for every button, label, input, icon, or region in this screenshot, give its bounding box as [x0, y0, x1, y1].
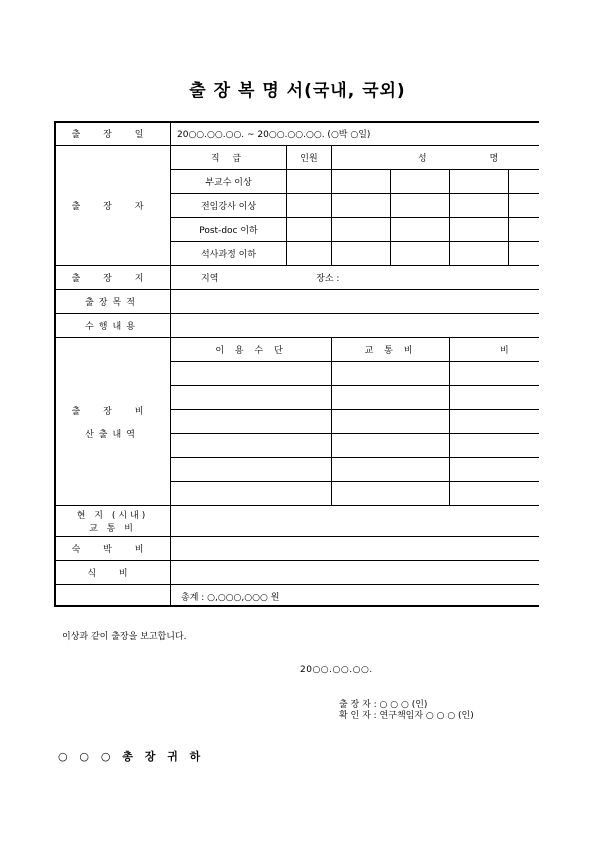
name-column-header: 성 명: [332, 146, 540, 170]
trip-date-label: 출 장 일: [55, 122, 171, 146]
traveler-label: 출 장 자: [55, 146, 171, 266]
rank-column-header: 직 급: [171, 146, 287, 170]
cost-cell[interactable]: [450, 410, 540, 434]
document-title: 출 장 복 명 서(국내, 국외): [189, 81, 406, 101]
count-cell[interactable]: [287, 242, 332, 266]
name-cell[interactable]: [450, 170, 509, 194]
cost-cell[interactable]: [450, 458, 540, 482]
name-cell[interactable]: [391, 218, 450, 242]
name-cell[interactable]: [450, 242, 509, 266]
name-cell[interactable]: [391, 194, 450, 218]
transport-cell[interactable]: [332, 434, 450, 458]
task-row: [55, 314, 540, 338]
meals-label: 식 비: [55, 561, 171, 585]
lodging-label: 숙 박 비: [55, 537, 171, 561]
total-row: [55, 585, 540, 606]
transport-cell[interactable]: [332, 458, 450, 482]
name-cell[interactable]: [391, 170, 450, 194]
location-row: [55, 266, 540, 290]
transport-cell[interactable]: [332, 482, 450, 506]
purpose-value[interactable]: [171, 290, 540, 314]
expense-label-line1: 출 장 비: [71, 406, 154, 417]
transport-cell[interactable]: [332, 362, 450, 386]
rank-cell: 부교수 이상: [171, 170, 287, 194]
cost-cell[interactable]: [450, 434, 540, 458]
cost-cell[interactable]: [450, 482, 540, 506]
name-cell[interactable]: [332, 242, 391, 266]
name-cell[interactable]: [332, 218, 391, 242]
means-cell[interactable]: [171, 362, 332, 386]
traveler-header-row: [55, 146, 540, 170]
count-cell[interactable]: [287, 170, 332, 194]
approver-signature: 확 인 자 : 연구책임자 ○ ○ ○ (인): [339, 711, 474, 721]
rank-cell: 석사과정 이하: [171, 242, 287, 266]
means-cell[interactable]: [171, 434, 332, 458]
local-transport-label: [55, 506, 171, 537]
transport-cell[interactable]: [332, 410, 450, 434]
name-cell[interactable]: [509, 242, 540, 266]
count-column-header: 인원: [287, 146, 332, 170]
count-cell[interactable]: [287, 218, 332, 242]
means-column-header: 이 용 수 단: [171, 338, 332, 362]
cost-column-header: 비: [450, 338, 540, 362]
expense-label: [55, 338, 171, 506]
purpose-row: [55, 290, 540, 314]
transport-column-header: 교 통 비: [332, 338, 450, 362]
expense-label-line2: 산출내역: [85, 429, 140, 440]
report-statement: 이상과 같이 출장을 보고합니다.: [62, 632, 187, 642]
name-cell[interactable]: [450, 218, 509, 242]
report-date: 20○○.○○.○○.: [300, 665, 373, 675]
addressee: ○ ○ ○ 총 장 귀 하: [58, 750, 205, 763]
name-cell[interactable]: [450, 194, 509, 218]
transport-cell[interactable]: [332, 386, 450, 410]
local-transport-label-line2: 교 통 비: [89, 524, 136, 534]
total-value: 총계 : ○,○○○,○○○ 원: [171, 585, 540, 606]
region-label: 지역: [201, 274, 219, 284]
trip-date-value[interactable]: 20○○.○○.○○. ~ 20○○.○○.○○. (○박 ○일): [171, 122, 540, 146]
location-value[interactable]: [171, 266, 540, 290]
name-cell[interactable]: [509, 218, 540, 242]
means-cell[interactable]: [171, 386, 332, 410]
name-cell[interactable]: [332, 170, 391, 194]
name-cell[interactable]: [509, 194, 540, 218]
means-cell[interactable]: [171, 458, 332, 482]
task-value[interactable]: [171, 314, 540, 338]
lodging-value[interactable]: [171, 537, 540, 561]
cost-cell[interactable]: [450, 386, 540, 410]
trip-date-row: [55, 122, 540, 146]
place-label: 장소 :: [316, 274, 340, 284]
meals-value[interactable]: [171, 561, 540, 585]
rank-cell: 전임강사 이상: [171, 194, 287, 218]
meals-row: [55, 561, 540, 585]
local-transport-value[interactable]: [171, 506, 540, 537]
lodging-row: [55, 537, 540, 561]
means-cell[interactable]: [171, 410, 332, 434]
expense-header-row: [55, 338, 540, 362]
location-label: 출 장 지: [55, 266, 171, 290]
count-cell[interactable]: [287, 194, 332, 218]
local-transport-label-line1: 현 지 (시내): [76, 511, 149, 521]
traveler-signature: 출 장 자 : ○ ○ ○ (인): [339, 700, 428, 710]
total-label-cell: [55, 585, 171, 606]
means-cell[interactable]: [171, 482, 332, 506]
name-cell[interactable]: [391, 242, 450, 266]
trip-report-form: [54, 121, 539, 605]
local-transport-row: [55, 506, 540, 537]
cost-cell[interactable]: [450, 362, 540, 386]
purpose-label: 출장목적: [55, 290, 171, 314]
name-cell[interactable]: [509, 170, 540, 194]
task-label: 수행내용: [55, 314, 171, 338]
rank-cell: Post-doc 이하: [171, 218, 287, 242]
name-cell[interactable]: [332, 194, 391, 218]
